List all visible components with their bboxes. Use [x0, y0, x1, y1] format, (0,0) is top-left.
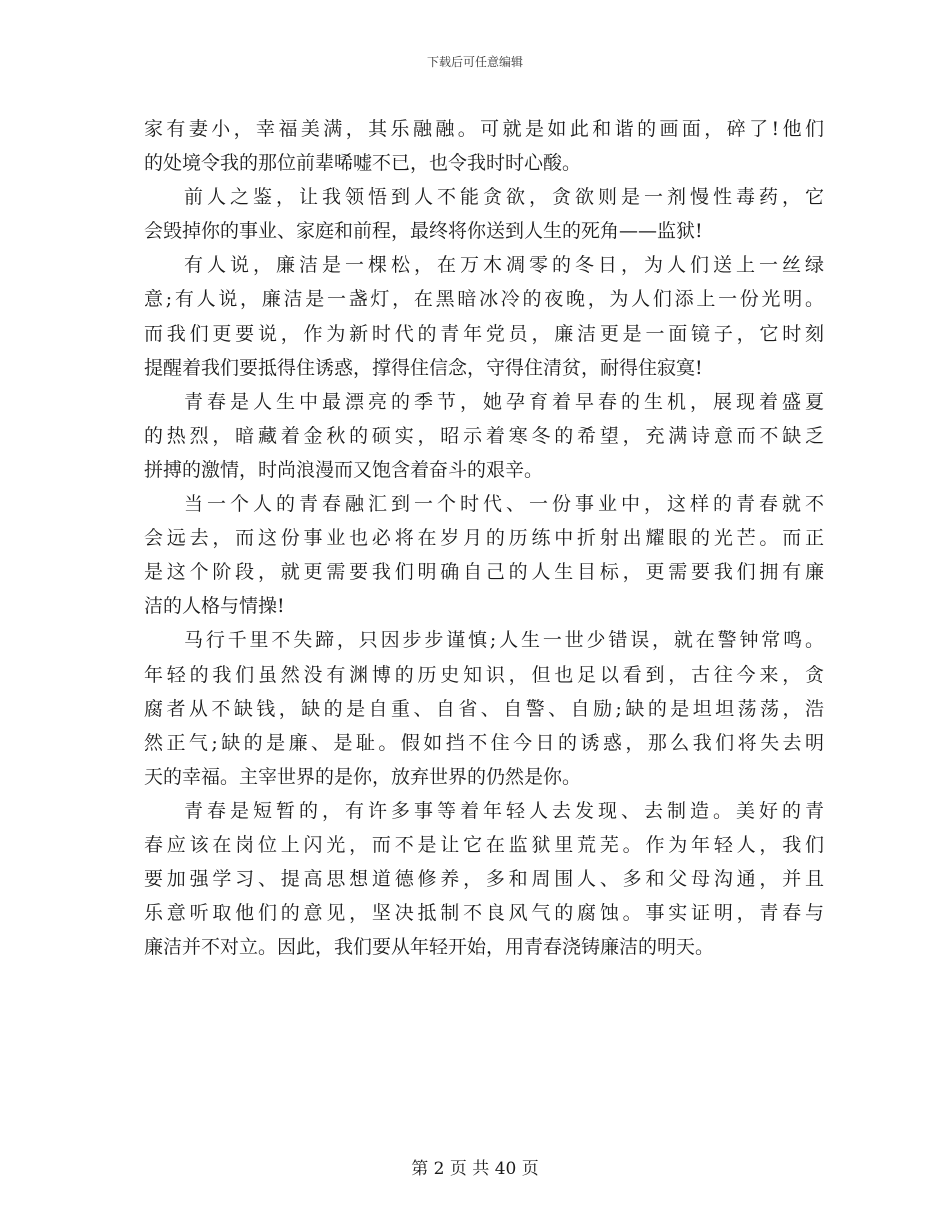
paragraph-line: 会远去，而这份事业也必将在岁月的历练中折射出耀眼的光芒。而正	[144, 527, 824, 550]
paragraph-line: 有人说，廉洁是一棵松，在万木凋零的冬日，为人们送上一丝绿	[184, 254, 824, 277]
paragraph	[144, 794, 824, 964]
paragraph	[144, 487, 824, 623]
paragraph-line: 而我们更要说，作为新时代的青年党员，廉洁更是一面镜子，它时刻	[144, 322, 824, 345]
paragraph	[144, 112, 824, 180]
paragraph-line: 前人之鉴，让我领悟到人不能贪欲，贪欲则是一剂慢性毒药，它	[184, 186, 824, 209]
paragraph	[144, 623, 824, 793]
document-body	[144, 112, 824, 964]
paragraph-line: 会毁掉你的事业、家庭和前程，最终将你送到人生的死角——监狱!	[144, 220, 703, 243]
paragraph-line: 然正气;缺的是廉、是耻。假如挡不住今日的诱惑，那么我们将失去明	[144, 731, 824, 754]
paragraph	[144, 248, 824, 384]
paragraph-line: 是这个阶段，就更需要我们明确自己的人生目标，更需要我们拥有廉	[144, 561, 824, 584]
page-number-footer: 第 2 页 共 40 页	[411, 1159, 539, 1179]
paragraph-line: 要加强学习、提高思想道德修养，多和周围人、多和父母沟通，并且	[144, 868, 824, 891]
paragraph	[144, 385, 824, 487]
paragraph-line: 腐者从不缺钱，缺的是自重、自省、自警、自励;缺的是坦坦荡荡，浩	[144, 697, 824, 720]
paragraph-line: 年轻的我们虽然没有渊博的历史知识，但也足以看到，古往今来，贪	[144, 663, 824, 686]
page-header: 下载后可任意编辑	[426, 55, 523, 69]
paragraph-line: 的热烈，暗藏着金秋的硕实，昭示着寒冬的希望，充满诗意而不缺乏	[144, 424, 824, 447]
paragraph-line: 青春是人生中最漂亮的季节，她孕育着早春的生机，展现着盛夏	[184, 390, 824, 413]
paragraph-line: 天的幸福。主宰世界的是你，放弃世界的仍然是你。	[144, 765, 582, 788]
paragraph-line: 家有妻小，幸福美满，其乐融融。可就是如此和谐的画面，碎了!他们	[144, 118, 824, 140]
paragraph	[144, 180, 824, 248]
paragraph-line: 意;有人说，廉洁是一盏灯，在黑暗冰冷的夜晚，为人们添上一份光明。	[144, 288, 824, 311]
paragraph-line: 洁的人格与情操!	[144, 595, 285, 618]
paragraph-line: 青春是短暂的，有许多事等着年轻人去发现、去制造。美好的青	[184, 799, 824, 822]
paragraph-line: 的处境令我的那位前辈唏嘘不已，也令我时时心酸。	[144, 152, 582, 175]
paragraph-line: 马行千里不失蹄，只因步步谨慎;人生一世少错误，就在警钟常鸣。	[184, 629, 824, 652]
paragraph-line: 乐意听取他们的意见，坚决抵制不良风气的腐蚀。事实证明，青春与	[144, 902, 824, 925]
paragraph-line: 拼搏的激情，时尚浪漫而又饱含着奋斗的艰辛。	[144, 458, 544, 481]
paragraph-line: 春应该在岗位上闪光，而不是让它在监狱里荒芜。作为年轻人，我们	[144, 833, 824, 856]
paragraph-line: 廉洁并不对立。因此，我们要从年轻开始，用青春浇铸廉洁的明天。	[144, 936, 715, 959]
paragraph-line: 提醒着我们要抵得住诱惑，撑得住信念，守得住清贫，耐得住寂寞!	[144, 356, 703, 379]
paragraph-line: 当一个人的青春融汇到一个时代、一份事业中，这样的青春就不	[184, 493, 824, 516]
